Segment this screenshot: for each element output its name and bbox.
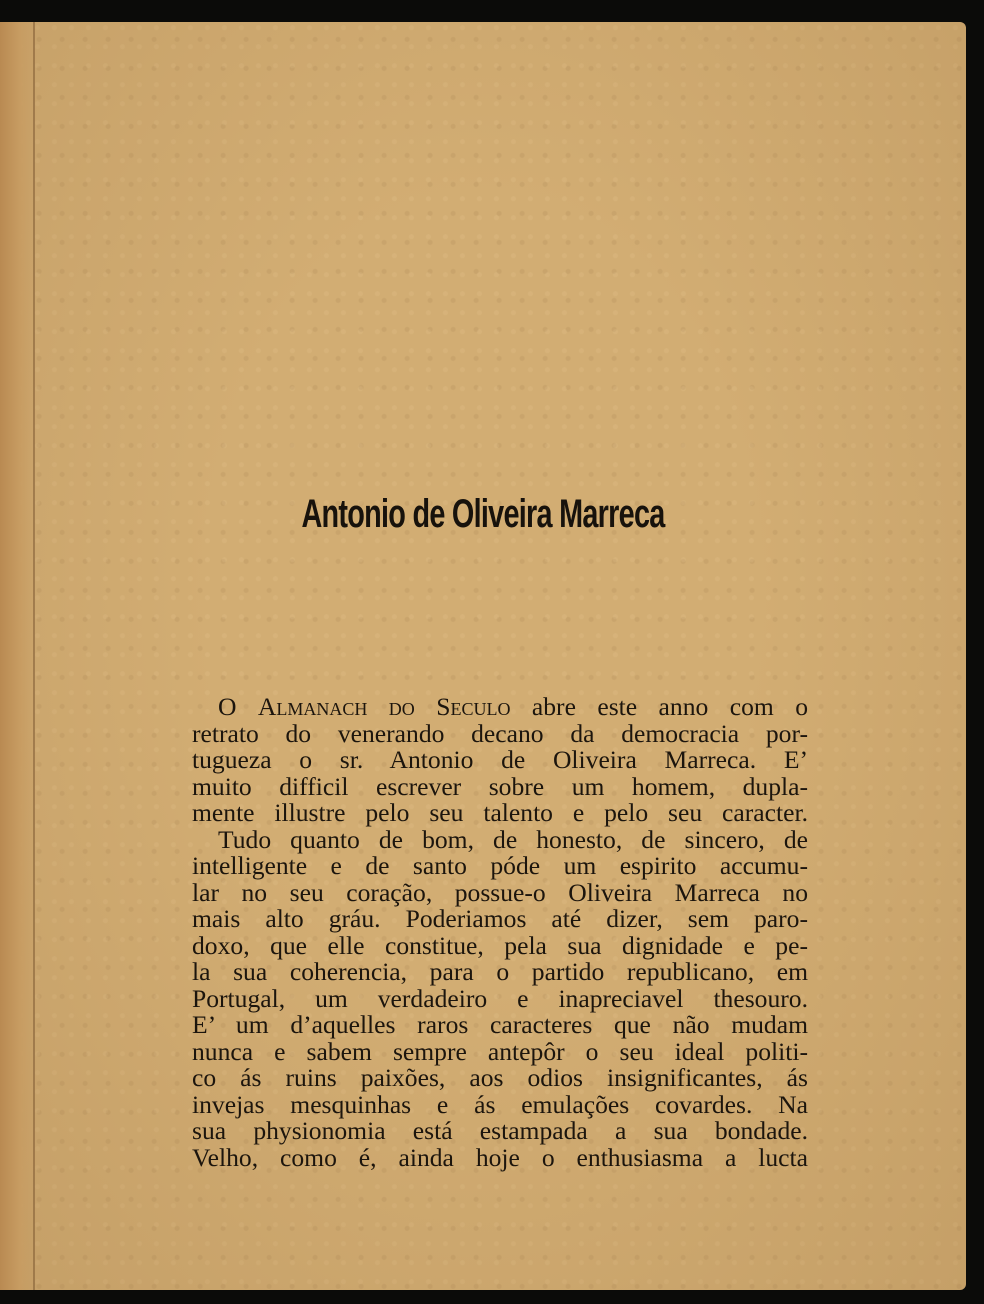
text-line: lar no seu coração, possue-o Oliveira Marreca no: [192, 877, 808, 907]
paragraph-1-line-1: [192, 694, 808, 721]
text-line: doxo, que elle constitue, pela sua dignidade e pe-: [192, 930, 808, 960]
text-line: la sua coherencia, para o partido republicano, em: [192, 957, 808, 986]
text-line: mais alto gráu. Poderiamos até dizer, sem paro-: [192, 904, 808, 933]
text-line: Portugal, um verdadeiro e inapreciavel thesouro.: [192, 983, 808, 1013]
text-line: co ás ruins paixões, aos odios insignificantes, ás: [192, 1063, 808, 1092]
lead-prefix: O: [218, 692, 258, 721]
binding-fold: [33, 22, 35, 1290]
text-line: intelligente e de santo póde um espirito accumu-: [192, 851, 808, 880]
text-line: nunca e sabem sempre antepôr o seu ideal politi-: [192, 1036, 808, 1066]
text-line: Velho, como é, ainda hoje o enthusiasma a lucta: [192, 1142, 808, 1172]
book-page: [0, 22, 966, 1290]
article-body: [192, 694, 808, 1171]
text-line: tugueza o sr. Antonio de Oliveira Marreca. E’: [192, 745, 808, 774]
paragraph-2-line-1: Tudo quanto de bom, de honesto, de sincero, de: [218, 824, 808, 854]
text-line: mente illustre pelo seu talento e pelo seu caracter.: [192, 798, 808, 827]
lead-rest: abre este anno com o: [510, 692, 808, 721]
page-gutter: [0, 22, 36, 1290]
article-title: Antonio de Oliveira Marreca: [301, 492, 665, 536]
text-line: muito difficil escrever sobre um homem, dupla-: [192, 771, 808, 801]
text-line: retrato do venerando decano da democracia por-: [192, 718, 808, 748]
text-line: E’ um d’aquelles raros caracteres que não mudam: [192, 1010, 808, 1039]
text-line: invejas mesquinhas e ás emulações covardes. Na: [192, 1089, 808, 1119]
text-line: sua physionomia está estampada a sua bondade.: [192, 1116, 808, 1145]
publication-name: Almanach do Seculo: [257, 692, 511, 721]
